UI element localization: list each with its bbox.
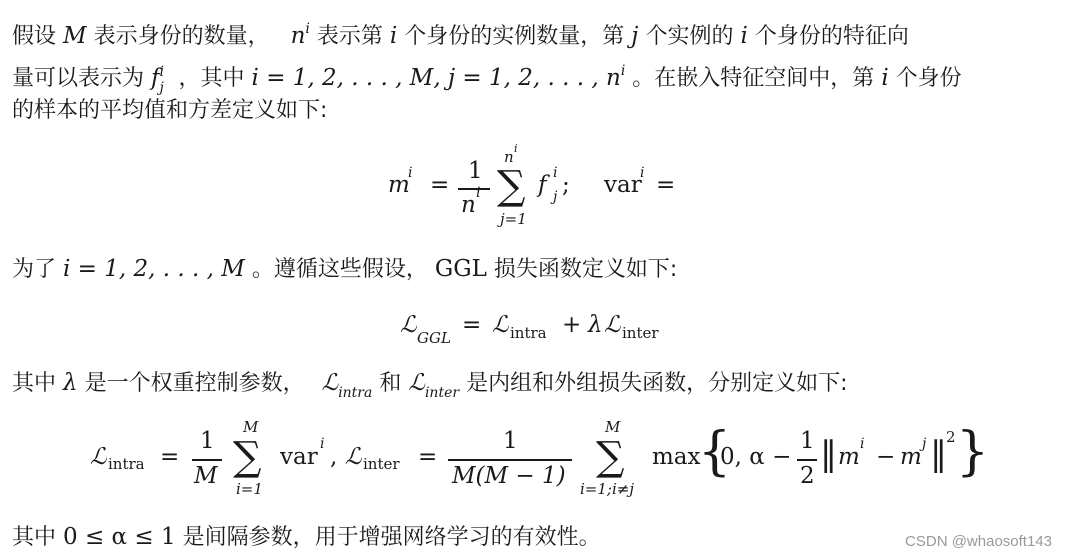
math-sub: j bbox=[159, 80, 164, 96]
eq1-lhs: m bbox=[388, 172, 410, 198]
eq3-frac1-bar bbox=[192, 459, 222, 461]
math-i: i bbox=[740, 23, 748, 49]
eq1-var-sup: i bbox=[640, 165, 645, 181]
eq3-norm-open: ‖ bbox=[820, 434, 837, 474]
text: 是一个权重控制参数， bbox=[84, 371, 305, 396]
text: 表示第 bbox=[316, 24, 383, 49]
eq3-half-num: 1 bbox=[800, 428, 815, 454]
math-i: i bbox=[881, 65, 889, 91]
eq3-intra-lhs-sub: intra bbox=[108, 455, 145, 473]
eq3-left-brace: { bbox=[698, 422, 732, 482]
eq1-frac-den-sup: i bbox=[476, 185, 481, 201]
eq3-sum2-upper: M bbox=[605, 418, 621, 436]
paragraph-1-line-3 bbox=[12, 96, 327, 126]
eq3-sum1-upper: M bbox=[243, 418, 259, 436]
eq3-inter-lhs-sub: inter bbox=[363, 455, 400, 473]
math-alpha-range: 0 ≤ α ≤ 1 bbox=[63, 524, 176, 550]
eq3-sum2-lower: i=1;i≠j bbox=[580, 480, 634, 498]
eq2-lambda: λ bbox=[588, 312, 603, 338]
eq2-inter-sub: inter bbox=[622, 324, 659, 342]
eq2-intra-sub: intra bbox=[510, 324, 547, 342]
eq3-frac2-bar bbox=[448, 459, 572, 461]
eq2-plus: + bbox=[562, 312, 582, 338]
eq3-m-j-sup: j bbox=[922, 436, 927, 452]
math-n: n bbox=[290, 23, 306, 49]
eq3-norm-close: ‖ bbox=[930, 434, 947, 474]
paragraph-3 bbox=[12, 368, 847, 408]
math-M: M bbox=[63, 23, 87, 49]
math-range: i = 1, 2, . . . , M, j = 1, 2, . . . , n bbox=[251, 65, 621, 91]
eq3-minus: − bbox=[876, 444, 896, 470]
text: 其中 bbox=[12, 371, 57, 396]
text: 其中 bbox=[12, 525, 57, 550]
eq1-term-sub: j bbox=[553, 189, 558, 205]
eq2-lhs-sub: GGL bbox=[417, 329, 451, 347]
eq3-sum2-sign: ∑ bbox=[596, 434, 625, 480]
text: 的样本的平均值和方差定义如下: bbox=[12, 98, 328, 123]
text: 个实例的 bbox=[645, 24, 734, 49]
math-range: i = 1, 2, . . . , M bbox=[63, 256, 245, 282]
eq3-var-sup: i bbox=[320, 436, 325, 452]
paragraph-2 bbox=[12, 254, 677, 285]
math-GGL: GGL bbox=[434, 256, 487, 282]
math-sup: i bbox=[159, 64, 165, 80]
math-i: i bbox=[389, 23, 398, 49]
text: 是内组和外组损失函数，分别定义如下: bbox=[466, 371, 848, 396]
eq3-frac1-num: 1 bbox=[200, 428, 215, 454]
eq3-right-brace: } bbox=[956, 422, 990, 482]
eq1-semicolon: ; bbox=[562, 172, 570, 198]
eq3-m-i-sup: i bbox=[860, 436, 865, 452]
eq3-max: max bbox=[652, 444, 701, 470]
text: 。在嵌入特征空间中，第 bbox=[632, 66, 875, 91]
eq1-var-equals: = bbox=[656, 172, 676, 198]
text: 假设 bbox=[12, 24, 57, 49]
text: 表示身份的数量， bbox=[93, 24, 270, 49]
text: 。遵循这些假设， bbox=[251, 257, 428, 282]
eq1-term: f bbox=[538, 172, 547, 198]
eq1-fraction-bar bbox=[458, 188, 490, 190]
eq1-sum-lower: j=1 bbox=[500, 210, 527, 228]
math-sup: i bbox=[305, 21, 310, 37]
eq3-sum1-lower: i=1 bbox=[236, 480, 263, 498]
eq3-frac2-num: 1 bbox=[503, 428, 518, 454]
text: ，其中 bbox=[178, 66, 245, 91]
text: 个身份的实例数量，第 bbox=[404, 24, 625, 49]
eq3-intra-lhs: ℒ bbox=[90, 444, 107, 470]
eq1-sum-sign: ∑ bbox=[497, 163, 526, 209]
eq2-equals: = bbox=[462, 312, 482, 338]
eq1-sum-upper: n bbox=[504, 148, 514, 166]
paragraph-1-line-1 bbox=[12, 14, 909, 52]
eq3-var: var bbox=[280, 444, 318, 470]
eq1-term-sup: i bbox=[553, 165, 558, 181]
eq3-comma: , bbox=[330, 444, 338, 470]
text: 量可以表示为 bbox=[12, 66, 145, 91]
math-sub: intra bbox=[338, 385, 373, 401]
eq1-var: var bbox=[604, 172, 642, 198]
eq3-half-bar bbox=[797, 459, 817, 461]
math-j: j bbox=[631, 23, 639, 49]
eq2-inter: ℒ bbox=[604, 312, 621, 338]
text: 个身份 bbox=[895, 66, 962, 91]
math-sub: inter bbox=[424, 385, 460, 401]
eq1-sum-upper-sup: i bbox=[514, 142, 518, 155]
eq2-lhs: ℒ bbox=[400, 312, 417, 338]
text: 为了 bbox=[12, 257, 57, 282]
math-f: f bbox=[151, 65, 160, 91]
text: 和 bbox=[379, 371, 402, 396]
text: 损失函数定义如下: bbox=[493, 257, 678, 282]
math-sup: i bbox=[620, 63, 626, 79]
eq2-intra: ℒ bbox=[492, 312, 509, 338]
eq3-power: 2 bbox=[946, 428, 956, 446]
text: 个身份的特征向 bbox=[754, 24, 909, 49]
math-L: ℒ bbox=[408, 370, 425, 396]
eq3-sum1-sign: ∑ bbox=[233, 434, 262, 480]
eq1-frac-denominator: n bbox=[461, 192, 476, 218]
eq1-frac-numerator: 1 bbox=[468, 158, 483, 184]
eq3-zero-alpha: 0, α − bbox=[720, 444, 792, 470]
eq3-frac2-den: M(M − 1) bbox=[452, 463, 566, 489]
paragraph-4 bbox=[12, 522, 601, 553]
eq3-equals-1: = bbox=[160, 444, 180, 470]
eq3-m-j: m bbox=[900, 444, 922, 470]
math-L: ℒ bbox=[321, 370, 339, 396]
eq3-frac1-den: M bbox=[194, 463, 218, 489]
eq3-equals-2: = bbox=[418, 444, 438, 470]
paragraph-1-line-2 bbox=[12, 56, 962, 94]
eq1-equals: = bbox=[430, 172, 450, 198]
watermark: CSDN @whaosoft143 bbox=[905, 533, 1052, 550]
text: 是间隔参数，用于增强网络学习的有效性。 bbox=[182, 525, 601, 550]
eq3-half-den: 2 bbox=[800, 463, 815, 489]
eq3-inter-lhs: ℒ bbox=[345, 444, 362, 470]
math-lambda: λ bbox=[63, 370, 78, 396]
eq3-m-i: m bbox=[838, 444, 860, 470]
eq1-lhs-sup: i bbox=[408, 165, 413, 181]
